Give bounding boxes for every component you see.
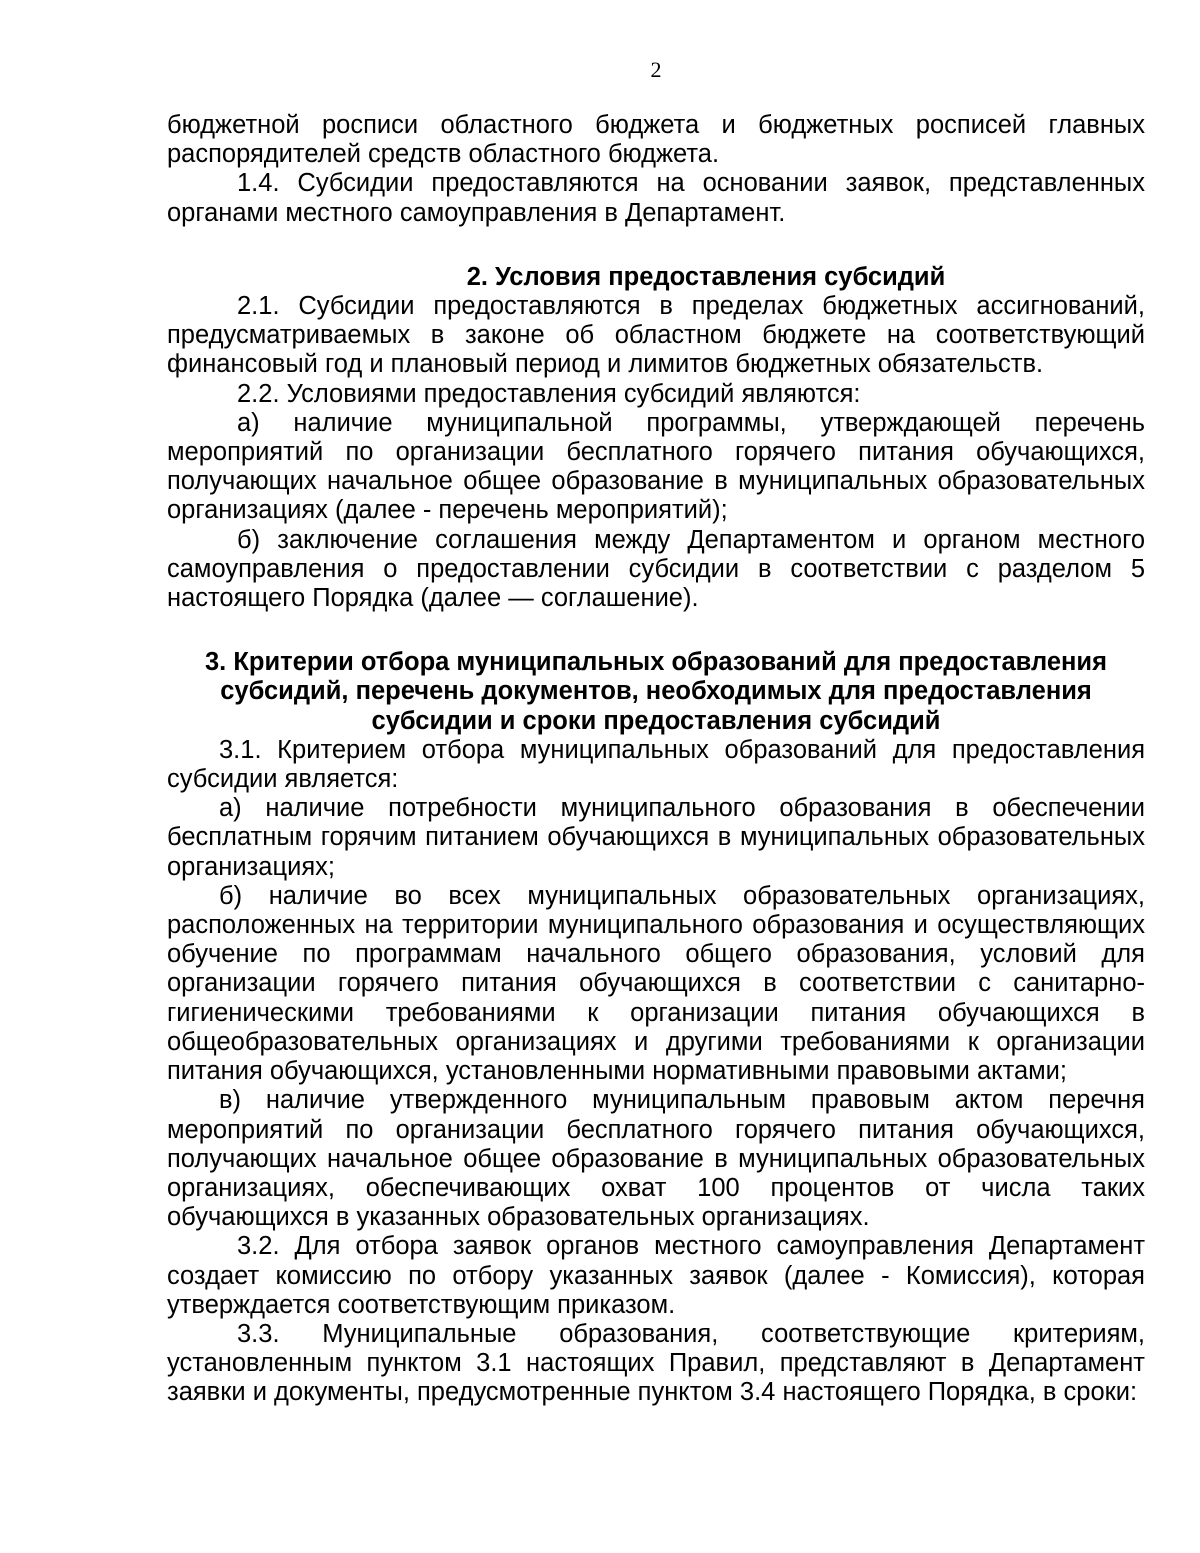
paragraph-2-2-b: б) заключение соглашения между Департаментом и органом местного самоуправления о предоставлении субсидии в соответствии с разделом 5 настоящего Порядка (далее — соглашение).	[167, 525, 1145, 613]
paragraph-1-4: 1.4. Субсидии предоставляются на основании заявок, представленных органами местного самоуправления в Департамент.	[167, 169, 1145, 227]
paragraph-3-1-b: б) наличие во всех муниципальных образовательных организациях, расположенных на территории муниципального образования и осуществляющих обучение по программам начального общего образования, условий для организации горячего питания обучающихся в соответствии с санитарно-гигиеническими требованиями к организации питания обучающихся в общеобразовательных организациях и другими требованиями к организации питания обучающихся, установленными нормативными правовыми актами;	[167, 881, 1145, 1086]
section-2-heading: 2. Условия предоставления субсидий	[466, 262, 946, 291]
paragraph-3-1-v: в) наличие утвержденного муниципальным правовым актом перечня мероприятий по организации бесплатного горячего питания обучающихся, получающих начальное общее образование в муниципальных образовательных организациях, обеспечивающих охват 100 процентов от числа таких обучающихся в указанных образовательных организациях.	[167, 1086, 1145, 1232]
spacer	[167, 228, 1145, 263]
paragraph-3-3: 3.3. Муниципальные образования, соответствующие критериям, установленным пунктом 3.1 настоящих Правил, представляют в Департамент заявки и документы, предусмотренные пунктом 3.4 настоящего Порядка, в сроки:	[167, 1319, 1145, 1407]
paragraph-3-1-a: а) наличие потребности муниципального образования в обеспечении бесплатным горячим питанием обучающихся в муниципальных образовательных организациях;	[167, 794, 1145, 881]
section-3-heading	[167, 648, 1145, 736]
section-3-heading-line: субсидий, перечень документов, необходимых для предоставления	[220, 677, 1092, 706]
paragraph-budget-continuation: бюджетной росписи областного бюджета и бюджетных росписей главных распорядителей средств областного бюджета.	[167, 111, 1145, 169]
paragraph-2-2-a: а) наличие муниципальной программы, утверждающей перечень мероприятий по организации бесплатного горячего питания обучающихся, получающих начальное общее образование в муниципальных образовательных организациях (далее - перечень мероприятий);	[167, 408, 1145, 525]
section-3-heading-line: субсидии и сроки предоставления субсидий	[371, 706, 941, 735]
paragraph-3-1: 3.1. Критерием отбора муниципальных образований для предоставления субсидии является:	[167, 735, 1145, 794]
paragraph-2-2: 2.2. Условиями предоставления субсидий являются:	[237, 379, 861, 408]
paragraph-3-2: 3.2. Для отбора заявок органов местного самоуправления Департамент создает комиссию по отбору указанных заявок (далее - Комиссия), которая утверждается соответствующим приказом.	[167, 1232, 1145, 1319]
section-3-heading-line: 3. Критерии отбора муниципальных образований для предоставления	[204, 648, 1107, 677]
document-body	[167, 111, 1145, 1408]
paragraph-2-1: 2.1. Субсидии предоставляются в пределах бюджетных ассигнований, предусматриваемых в законе об областном бюджете на соответствующий финансовый год и плановый период и лимитов бюджетных обязательств.	[167, 292, 1145, 379]
page-number: 2	[650, 57, 662, 82]
spacer	[167, 613, 1145, 648]
